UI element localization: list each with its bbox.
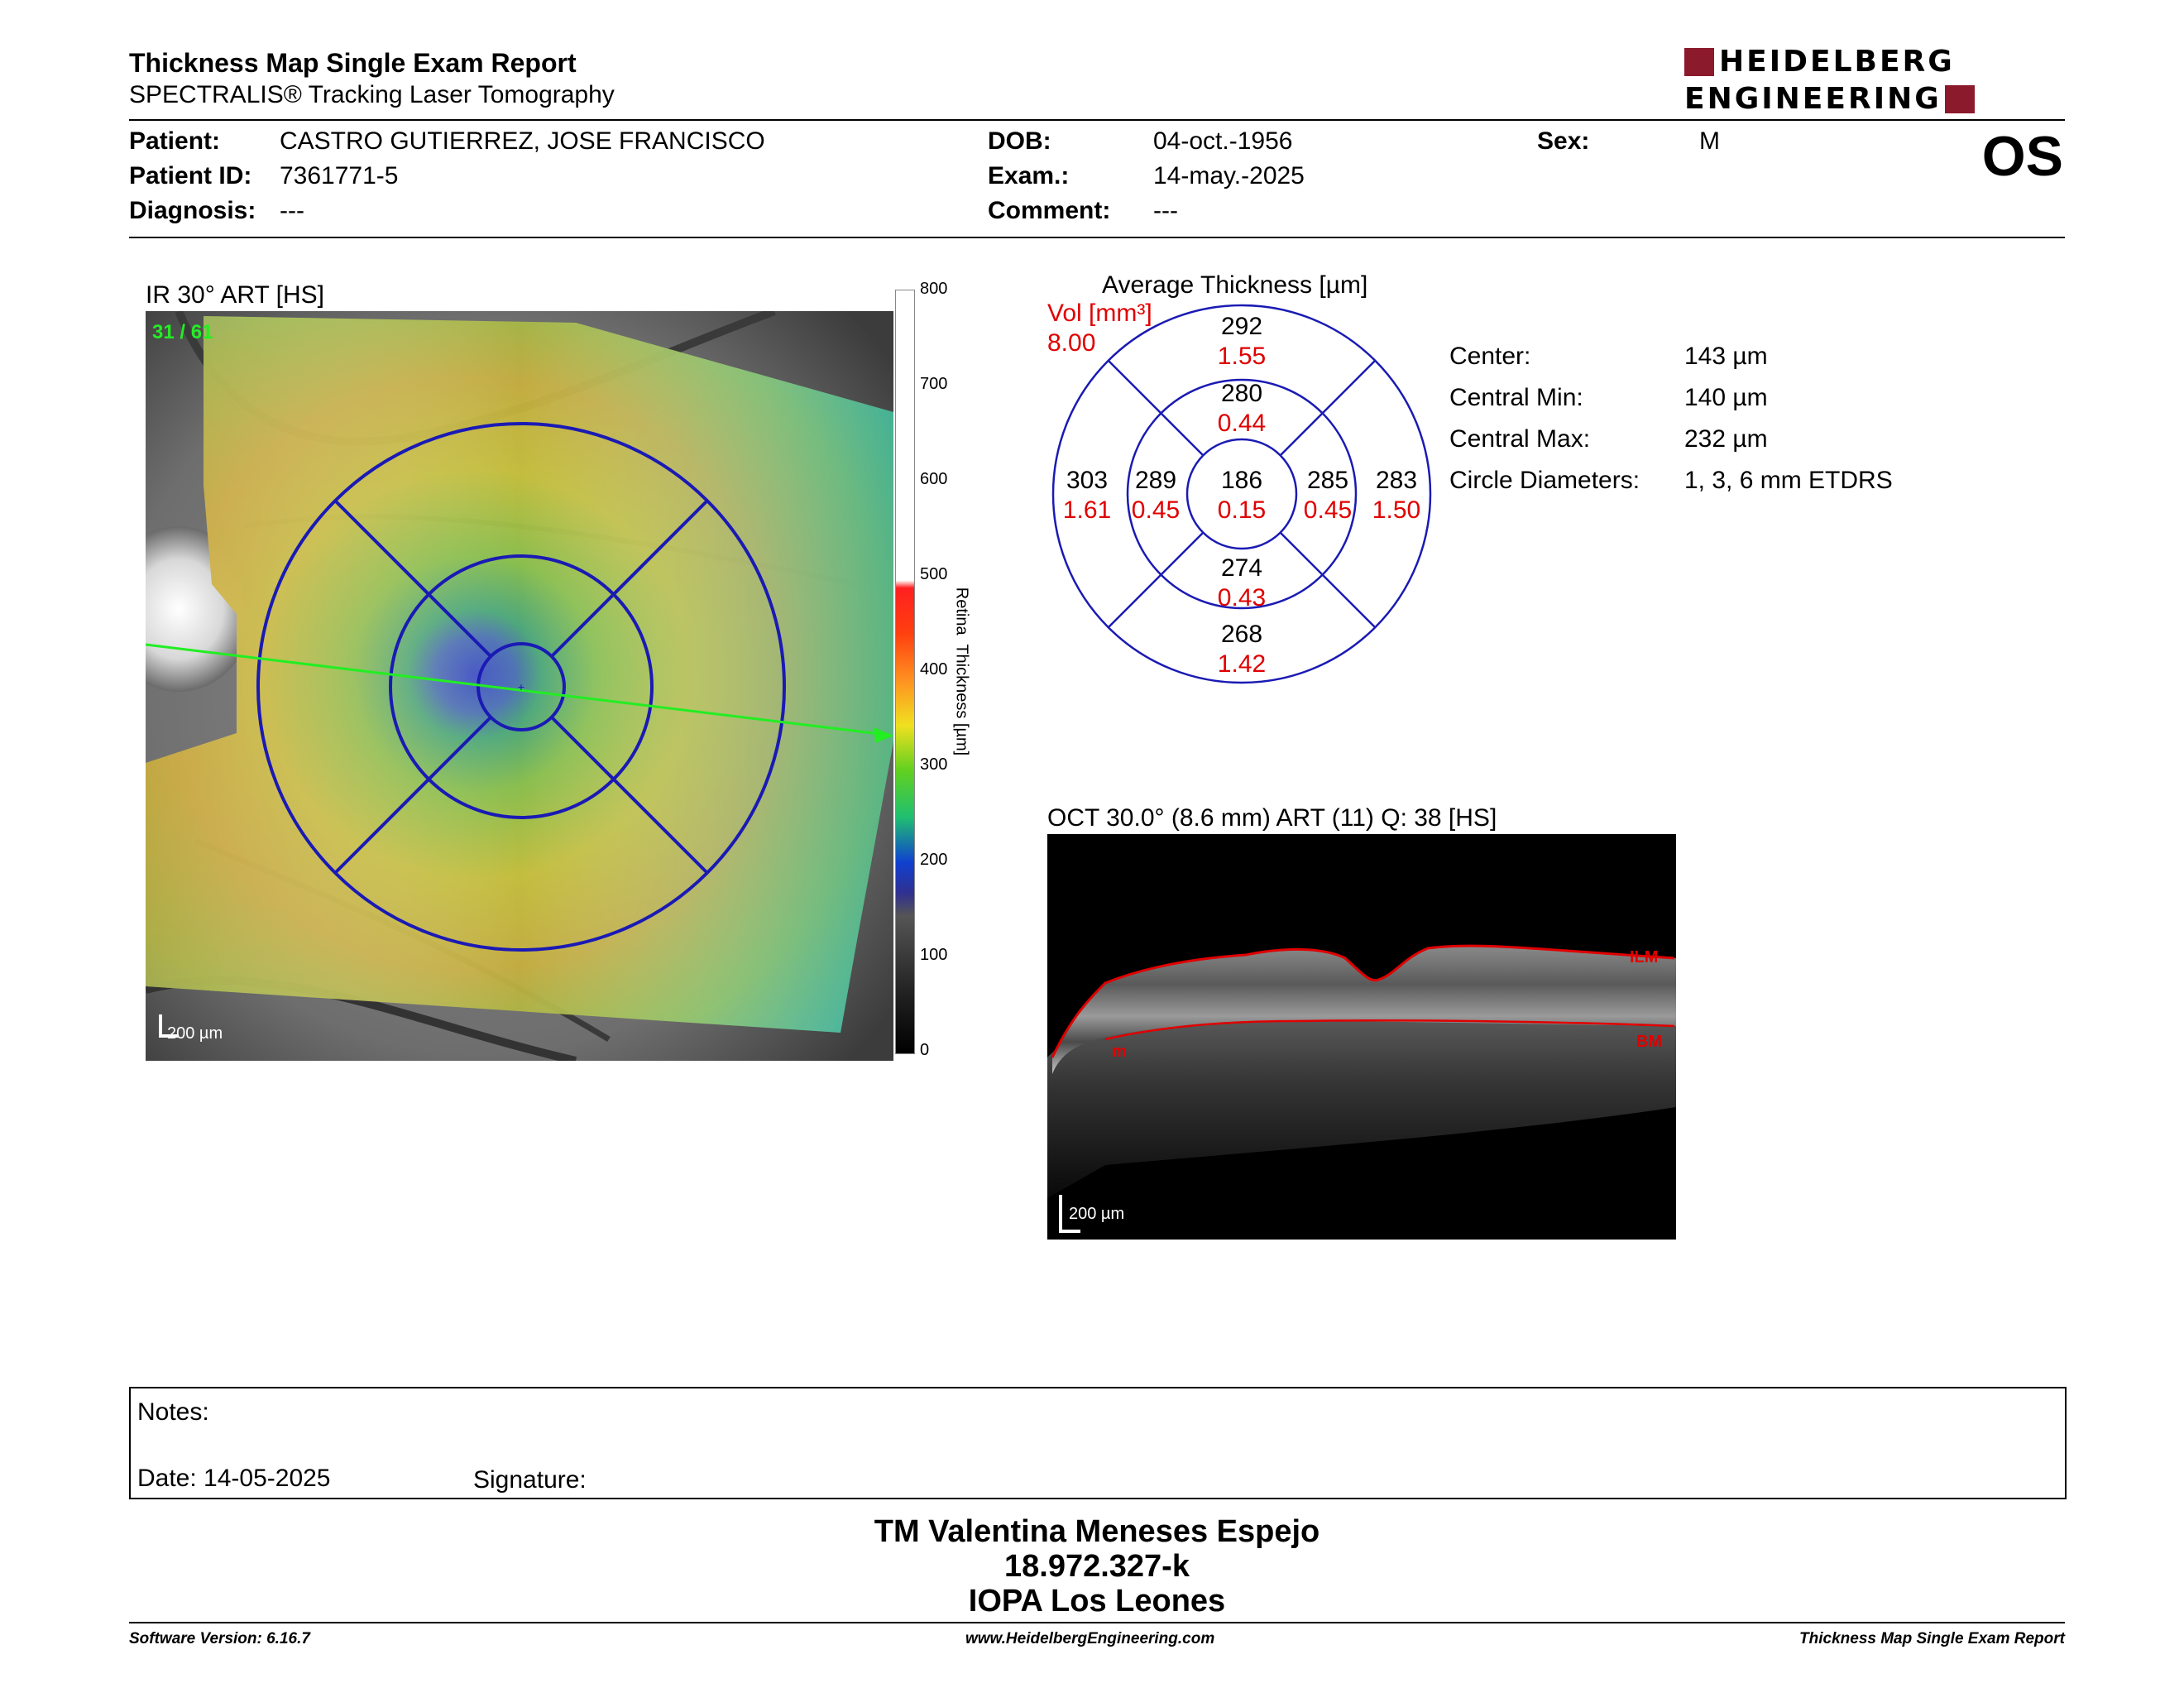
thickness-colorbar: [895, 290, 915, 1054]
frame-counter: 31 / 61: [152, 321, 213, 343]
stat-label: Center:: [1449, 343, 1531, 370]
outer-temporal-thickness: 303: [1066, 467, 1109, 494]
oct-caption: OCT 30.0° (8.6 mm) ART (11) Q: 38 [HS]: [1047, 804, 1497, 832]
colorbar-tick: 500: [920, 565, 948, 583]
colorbar-tick: 100: [920, 946, 948, 964]
report-subtitle: SPECTRALIS® Tracking Laser Tomography: [129, 81, 615, 108]
total-volume: 8.00: [1047, 329, 1096, 357]
ir-scale-label: 200 µm: [167, 1024, 223, 1043]
footer-report-name: Thickness Map Single Exam Report: [1799, 1630, 2065, 1647]
footer-divider: [129, 1622, 2065, 1623]
outer-superior-volume: 1.55: [1217, 343, 1267, 370]
oct-bscan: [1047, 834, 1676, 1240]
sex-label: Sex:: [1537, 127, 1590, 155]
patient-label: Patient:: [129, 127, 221, 155]
outer-superior-thickness: 292: [1220, 313, 1263, 340]
exam-value: 14-may.-2025: [1153, 162, 1305, 189]
outer-nasal-thickness: 283: [1375, 467, 1418, 494]
stat-value: 1, 3, 6 mm ETDRS: [1684, 467, 1893, 494]
brand-line1: HEIDELBERG: [1719, 45, 1955, 79]
colorbar-tick: 0: [920, 1041, 930, 1059]
etdrs-grid: [1051, 303, 1433, 685]
sex-value: M: [1699, 127, 1720, 155]
stat-value: 140 µm: [1684, 384, 1768, 411]
bm-label: BM: [1636, 1033, 1663, 1051]
patient-divider: [129, 237, 2065, 238]
svg-text:+: +: [517, 680, 525, 693]
software-version: Software Version: 6.16.7: [129, 1630, 310, 1647]
etdrs-title: Average Thickness [µm]: [1102, 271, 1368, 299]
logo-square-icon: [1945, 85, 1975, 113]
center-volume: 0.15: [1217, 496, 1267, 524]
signer-name: TM Valentina Meneses Espejo: [874, 1514, 1320, 1549]
dob-label: DOB:: [988, 127, 1051, 155]
signer-id: 18.972.327-k: [1004, 1549, 1190, 1584]
ir-caption: IR 30° ART [HS]: [146, 281, 324, 309]
patient-name: CASTRO GUTIERREZ, JOSE FRANCISCO: [280, 127, 765, 155]
outer-inferior-volume: 1.42: [1217, 650, 1267, 678]
comment-label: Comment:: [988, 197, 1111, 224]
inner-superior-volume: 0.44: [1217, 410, 1267, 437]
outer-nasal-volume: 1.50: [1372, 496, 1421, 524]
stat-label: Central Min:: [1449, 384, 1583, 411]
signer-institution: IOPA Los Leones: [968, 1584, 1226, 1618]
center-thickness: 186: [1220, 467, 1263, 494]
colorbar-tick: 700: [920, 375, 948, 393]
colorbar-tick: 800: [920, 280, 948, 298]
volume-unit-label: Vol [mm³]: [1047, 300, 1152, 327]
date-label: Date: 14-05-2025: [137, 1465, 331, 1492]
colorbar-label: Retina Thickness [µm]: [952, 587, 971, 756]
stat-label: Central Max:: [1449, 425, 1591, 453]
outer-temporal-volume: 1.61: [1062, 496, 1112, 524]
stat-value: 143 µm: [1684, 343, 1768, 370]
patient-id-label: Patient ID:: [129, 162, 252, 189]
dob-value: 04-oct.-1956: [1153, 127, 1293, 155]
stat-label: Circle Diameters:: [1449, 467, 1640, 494]
inner-nasal-volume: 0.45: [1303, 496, 1353, 524]
oct-scale-label: 200 µm: [1069, 1205, 1125, 1223]
stat-value: 232 µm: [1684, 425, 1768, 453]
exam-label: Exam.:: [988, 162, 1070, 189]
comment-value: ---: [1153, 197, 1178, 224]
inner-temporal-volume: 0.45: [1131, 496, 1181, 524]
diagnosis-value: ---: [280, 197, 304, 224]
website-link[interactable]: www.HeidelbergEngineering.com: [965, 1630, 1215, 1647]
report-title: Thickness Map Single Exam Report: [129, 48, 577, 78]
notes-box: [129, 1387, 2067, 1499]
patient-id-value: 7361771-5: [280, 162, 399, 189]
diagnosis-label: Diagnosis:: [129, 197, 256, 224]
inner-superior-thickness: 280: [1220, 380, 1263, 407]
colorbar-tick: 600: [920, 470, 948, 488]
brand-line2: ENGINEERING: [1684, 82, 1942, 116]
oct-marker-label: m: [1112, 1043, 1127, 1061]
eye-indicator: OS: [1981, 125, 2063, 188]
colorbar-tick: 200: [920, 851, 948, 869]
outer-inferior-thickness: 268: [1220, 621, 1263, 648]
colorbar-tick: 300: [920, 755, 948, 774]
logo-square-icon: [1684, 48, 1714, 76]
signature-label: Signature:: [473, 1466, 587, 1494]
inner-nasal-thickness: 285: [1306, 467, 1349, 494]
colorbar-tick: 400: [920, 660, 948, 679]
inner-inferior-volume: 0.43: [1217, 584, 1267, 611]
ir-thickness-map: [146, 311, 893, 1061]
notes-label: Notes:: [137, 1398, 209, 1426]
header-divider: [129, 119, 2065, 121]
ilm-label: ILM: [1630, 948, 1659, 966]
inner-temporal-thickness: 289: [1134, 467, 1177, 494]
inner-inferior-thickness: 274: [1220, 554, 1263, 582]
